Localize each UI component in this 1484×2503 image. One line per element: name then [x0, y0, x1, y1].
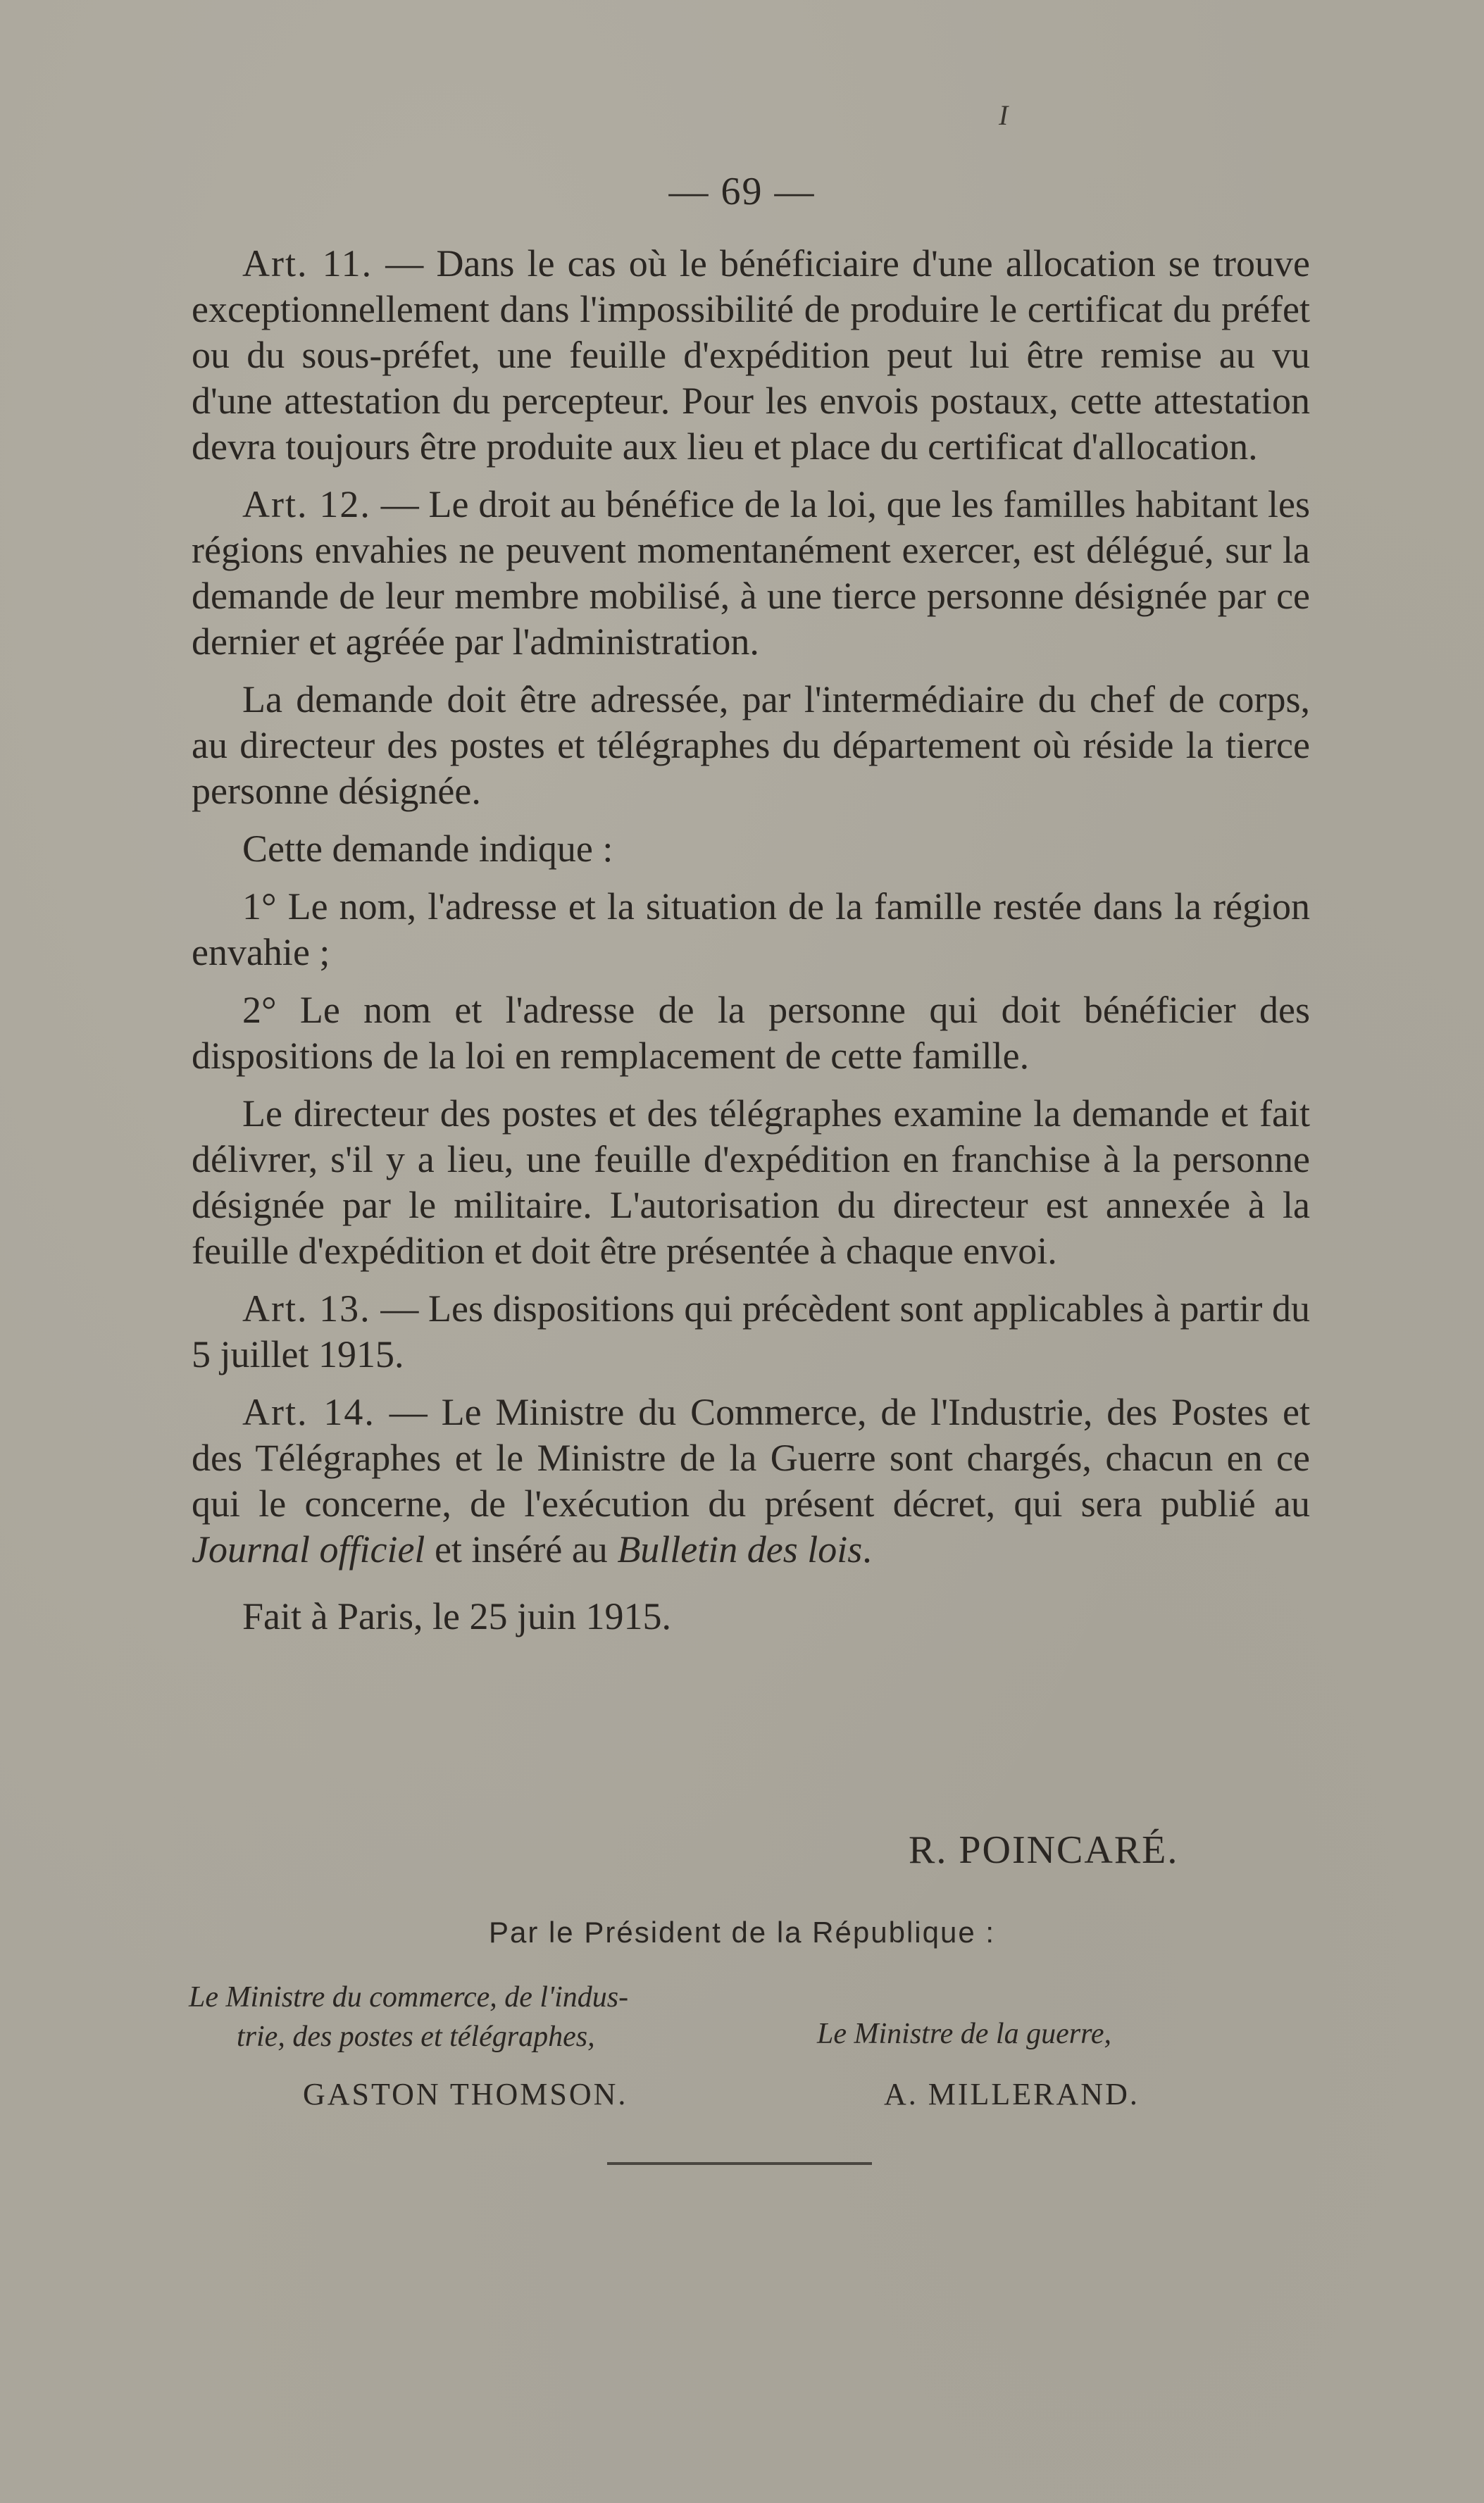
page-number: — 69 — [668, 170, 816, 213]
article-label: Art. 11. [242, 242, 373, 285]
minister-guerre-title: Le Ministre de la guerre, [817, 2018, 1111, 2050]
article-text: et inséré au [425, 1528, 618, 1571]
par-le-president: Par le Président de la République : [488, 1916, 996, 1949]
article-12-paragraph: Cette demande indique : [242, 828, 613, 870]
article-11 [192, 241, 1310, 470]
article-12-item: 2° Le nom et l'adresse de la personne qui doit bénéficier des dispositions de la loi en remplacement de cette famille. [192, 989, 1310, 1077]
article-text: — Le Ministre du Commerce, de l'Industrie, des Postes et des Télégraphes et le Ministre de la Guerre sont chargés, chacun en ce qui le concerne, de l'exécution du présent décret, qui sera publié au [192, 1391, 1310, 1525]
minister-commerce-title-line1: Le Ministre du commerce, de l'indus- [189, 1981, 629, 2014]
fait-a-paris: Fait à Paris, le 25 juin 1915. [242, 1595, 671, 1637]
article-label: Art. 13. [242, 1287, 371, 1330]
article-text: . [862, 1528, 872, 1571]
minister-commerce-title [189, 1978, 823, 2056]
bulletin-des-lois: Bulletin des lois [617, 1528, 863, 1571]
minister-commerce-title-line2: trie, des postes et télégraphes, [237, 2021, 595, 2053]
article-12-paragraph: La demande doit être adressée, par l'intermédiaire du chef de corps, au directeur des postes et télégraphes du département où réside la tierce personne désignée. [192, 678, 1310, 812]
article-13 [192, 1286, 1310, 1378]
article-text: — Les dispositions qui précèdent sont applicables à partir du 5 juillet 1915. [192, 1287, 1311, 1375]
article-14 [192, 1390, 1310, 1573]
article-12-paragraph: Le directeur des postes et des télégraphes examine la demande et fait délivrer, s'il y a lieu, une feuille d'expédition en franchise à la personne désignée par le militaire. L'autorisation du directeur est annexée à la feuille d'expédition et doit être présentée à chaque envoi. [192, 1092, 1310, 1272]
article-text: — Dans le cas où le bénéficiaire d'une allocation se trouve exceptionnellement dans l'impossibilité de produire le certificat du préfet ou du sous-préfet, une feuille d'expédition peut lui être remise au vu d'une attestation du percepteur. Pour les envois postaux, cette attestation devra toujours être produite aux lieu et place du certificat d'allocation. [192, 242, 1311, 468]
minister-guerre-name: A. MILLERAND. [884, 2077, 1140, 2111]
article-12-item: 1° Le nom, l'adresse et la situation de la famille restée dans la région envahie ; [192, 885, 1310, 973]
journal-officiel: Journal officiel [192, 1528, 425, 1571]
president-signature: R. POINCARÉ. [909, 1828, 1179, 1872]
decree-body [192, 241, 1310, 1652]
closing-rule [607, 2162, 872, 2165]
article-text: — Le droit au bénéfice de la loi, que les familles habitant les régions envahies ne peuvent momentanément exercer, est délégué, sur la demande de leur membre mobilisé, à une tierce personne désignée par ce dernier et agréée par l'administration. [192, 483, 1310, 663]
article-12 [192, 482, 1310, 665]
margin-mark: I [999, 99, 1009, 131]
article-label: Art. 12. [242, 483, 371, 525]
minister-commerce-name: GASTON THOMSON. [303, 2077, 628, 2111]
article-label: Art. 14. [242, 1391, 375, 1433]
